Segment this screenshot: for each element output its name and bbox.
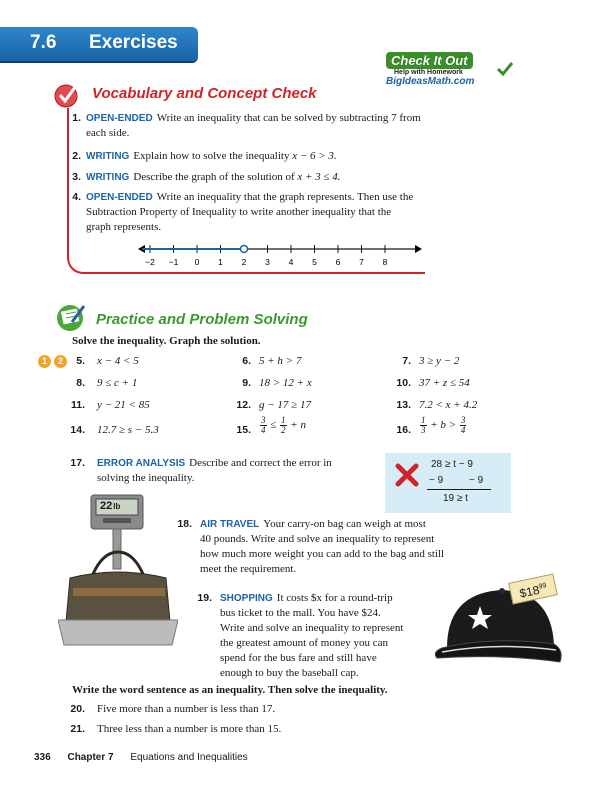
number-line-label: 2 bbox=[241, 257, 247, 267]
work-line-1: 28 ≥ t − 9 bbox=[431, 459, 473, 470]
checkmark-icon bbox=[496, 62, 514, 76]
fraction: $\frac{1}{3}$ bbox=[421, 415, 426, 435]
number-line-label: −1 bbox=[168, 257, 179, 267]
problem-17: ERROR ANALYSIS Describe and correct the error in solving the inequality. bbox=[97, 457, 332, 484]
problem-number: 18. bbox=[177, 518, 192, 530]
problem-number: 12. bbox=[236, 399, 251, 411]
price-tag: $\$18^{99}$ bbox=[508, 573, 558, 604]
question-2: WRITING Explain how to solve the inequality x − 6 > 3. bbox=[86, 150, 337, 162]
problem-21: Three less than a number is more than 15. bbox=[97, 723, 282, 735]
problem-18: AIR TRAVEL Your carry-on bag can weigh at most 40 pounds. Write and solve an inequality to represent how much more weight you can add to the bag and still meet the requirement. bbox=[200, 518, 445, 575]
right-arrow-icon bbox=[415, 245, 422, 253]
work-line-3: 19 ≥ t bbox=[443, 493, 468, 504]
problem-7: 3 ≥ y − 2 bbox=[419, 355, 460, 367]
question-4: OPEN-ENDED Write an inequality that the graph represents. Then use the Subtraction Property of Inequality to write another inequality that the graph represents. bbox=[86, 191, 414, 233]
problem-number: 8. bbox=[76, 377, 85, 389]
example-bubble[interactable]: 2 bbox=[54, 355, 67, 368]
problem-number: 5. bbox=[76, 355, 85, 367]
number-line-label: 8 bbox=[382, 257, 388, 267]
number-line-label: 6 bbox=[335, 257, 341, 267]
check-circle-icon bbox=[52, 80, 82, 110]
question-number: 1. bbox=[72, 112, 81, 124]
problem-10: 37 + z ≤ 54 bbox=[419, 377, 470, 389]
number-line-label: 4 bbox=[288, 257, 294, 267]
problem-8: 9 ≤ c + 1 bbox=[97, 377, 138, 389]
number-line-label: −2 bbox=[145, 257, 155, 267]
number-line bbox=[138, 240, 428, 270]
pencil-paper-icon bbox=[52, 300, 88, 332]
page-number: 336 bbox=[34, 752, 51, 763]
problem-number: 13. bbox=[396, 399, 411, 411]
problem-number: 17. bbox=[70, 457, 85, 469]
luggage-scale-illustration bbox=[58, 490, 178, 660]
chapter-title: Equations and Inequalities bbox=[130, 752, 248, 763]
fraction: $\frac{3}{4}$ bbox=[460, 415, 466, 435]
problem-number: 19. bbox=[197, 592, 212, 604]
number-line-label: 5 bbox=[312, 257, 317, 267]
problem-number: 20. bbox=[70, 703, 85, 715]
error-work-box bbox=[385, 453, 511, 513]
work-line-2b: − 9 bbox=[469, 475, 484, 486]
section-title: Exercises bbox=[89, 32, 178, 53]
problem-15: $\frac{3}{4}$ ≤ $\frac{1}{2}$ + n bbox=[261, 415, 306, 435]
problem-13: 7.2 < x + 4.2 bbox=[419, 399, 478, 411]
section-number: 7.6 bbox=[30, 32, 57, 53]
problem-number: 7. bbox=[402, 355, 411, 367]
scale-reading: 22lb bbox=[100, 500, 121, 512]
problem-9: 18 > 12 + x bbox=[259, 377, 312, 389]
question-3: WRITING Describe the graph of the solution of x + 3 ≤ 4. bbox=[86, 171, 341, 183]
open-circle-point bbox=[241, 246, 248, 253]
question-tag: OPEN-ENDED bbox=[86, 192, 153, 203]
problem-number: 9. bbox=[242, 377, 251, 389]
number-line-label: 1 bbox=[218, 257, 223, 267]
example-bubble[interactable]: 1 bbox=[38, 355, 51, 368]
error-x-icon bbox=[395, 463, 419, 487]
logo-url: BigIdeasMath.com bbox=[386, 76, 475, 87]
problem-6: 5 + h > 7 bbox=[259, 355, 302, 367]
question-number: 3. bbox=[72, 171, 81, 183]
problem-tag: ERROR ANALYSIS bbox=[97, 458, 186, 469]
problem-5: x − 4 < 5 bbox=[97, 355, 139, 367]
practice-heading: Practice and Problem Solving bbox=[96, 311, 308, 328]
work-divider bbox=[427, 489, 491, 490]
fraction: $\frac{3}{4}$ bbox=[261, 415, 266, 435]
number-line-label: 7 bbox=[359, 257, 364, 267]
problem-20: Five more than a number is less than 17. bbox=[97, 703, 276, 715]
problem-number: 6. bbox=[242, 355, 251, 367]
practice-instruction: Solve the inequality. Graph the solution. bbox=[72, 335, 261, 347]
problem-number: 21. bbox=[70, 723, 85, 735]
number-line-label: 0 bbox=[194, 257, 200, 267]
check-it-out-logo[interactable] bbox=[386, 52, 516, 92]
problem-number: 10. bbox=[396, 377, 411, 389]
page-footer bbox=[34, 752, 248, 763]
problem-12: g − 17 ≥ 17 bbox=[259, 399, 311, 411]
question-1: OPEN-ENDED Write an inequality that can be solved by subtracting 7 from each side. bbox=[86, 112, 421, 139]
work-line-2a: − 9 bbox=[429, 475, 444, 486]
question-tag: WRITING bbox=[86, 172, 130, 183]
question-number: 2. bbox=[72, 150, 81, 162]
problem-number: 15. bbox=[236, 424, 251, 436]
word-instruction: Write the word sentence as an inequality. Then solve the inequality. bbox=[72, 684, 388, 696]
problem-11: y − 21 < 85 bbox=[97, 399, 150, 411]
question-tag: OPEN-ENDED bbox=[86, 113, 153, 124]
chapter-label: Chapter 7 bbox=[67, 752, 114, 763]
problem-tag: SHOPPING bbox=[220, 593, 273, 604]
problem-tag: AIR TRAVEL bbox=[200, 519, 260, 530]
logo-top-text: Check It Out bbox=[386, 52, 473, 69]
problem-14: 12.7 ≥ s − 5.3 bbox=[97, 424, 159, 436]
problem-16: $\frac{1}{3}$ + b > $\frac{3}{4}$ bbox=[421, 415, 466, 435]
vocab-heading: Vocabulary and Concept Check bbox=[92, 85, 317, 102]
fraction: $\frac{1}{2}$ bbox=[281, 415, 286, 435]
section-banner bbox=[0, 27, 198, 61]
number-line-label: 3 bbox=[265, 257, 270, 267]
problem-number: 16. bbox=[396, 424, 411, 436]
question-tag: WRITING bbox=[86, 151, 130, 162]
logo-middle-text: Help with Homework bbox=[394, 69, 463, 76]
question-number: 4. bbox=[72, 191, 81, 203]
problem-number: 14. bbox=[70, 424, 85, 436]
problem-19: SHOPPING It costs $x for a round-trip bus ticket to the mall. You have $24. Write and solve an inequality to represent the greatest amount of money you can spend for the bus fare and still have enough to buy the baseball cap. bbox=[220, 592, 404, 679]
problem-number: 11. bbox=[70, 399, 85, 411]
